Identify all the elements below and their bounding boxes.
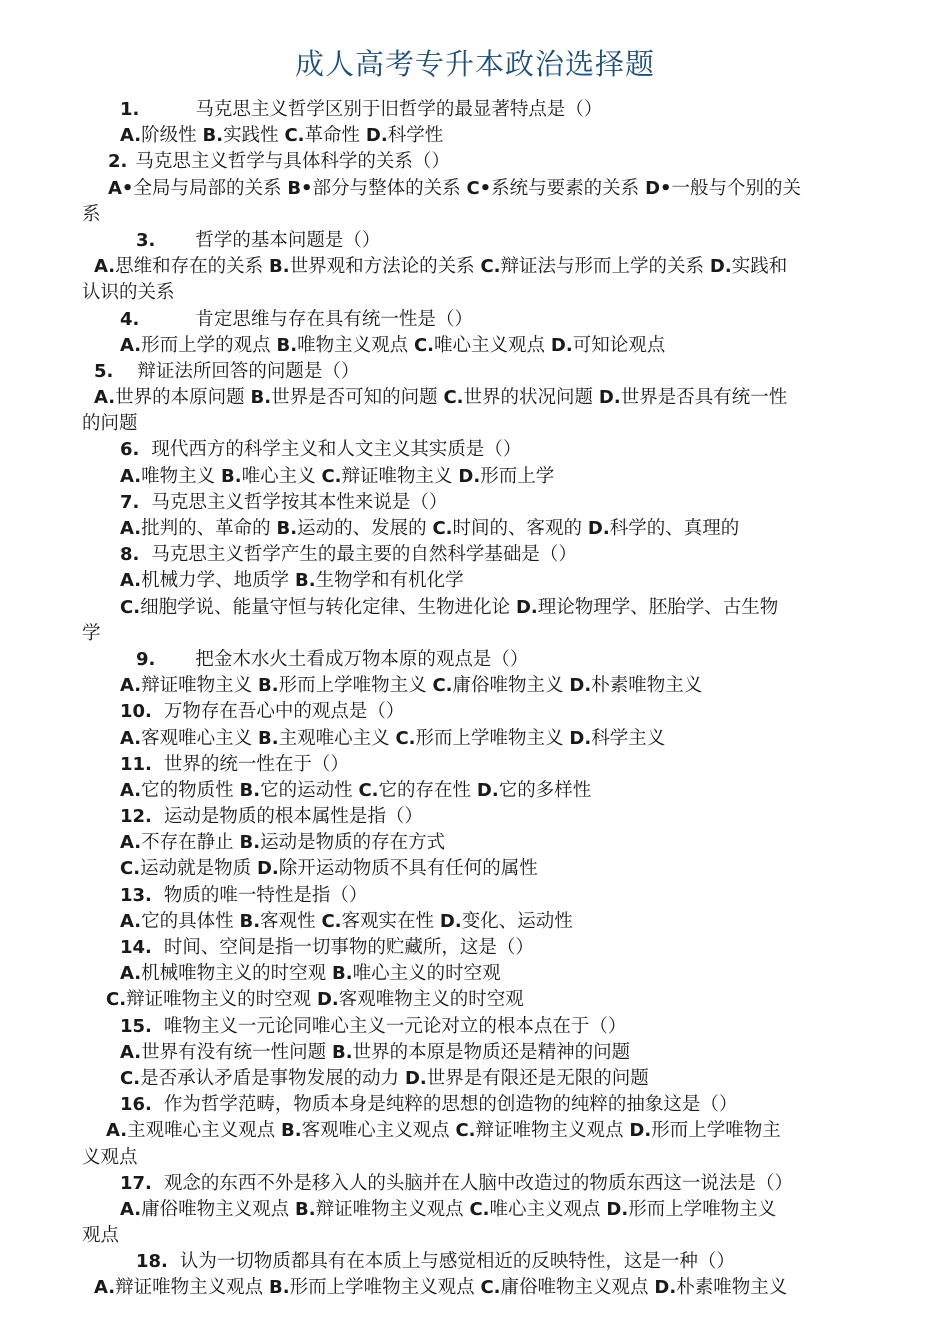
question-number: 9. [136, 648, 156, 670]
option-key: B. [258, 727, 279, 749]
option-key: D. [606, 1198, 629, 1220]
option-text: 世界有没有统一性问题 [141, 1041, 332, 1063]
options-line [82, 1040, 872, 1066]
option-key: B. [239, 910, 261, 932]
option-text: 庸俗唯物主义观点 [141, 1198, 295, 1220]
question-text: 马克思主义哲学按其本性来说是（） [151, 491, 448, 513]
question-line [82, 490, 872, 516]
option-text: 机械唯物主义的时空观 [141, 963, 332, 985]
continuation-line [82, 411, 872, 437]
option-key: D. [458, 465, 481, 487]
question-number: 10. [120, 701, 152, 723]
option-text: 世界是有限还是无限的问题 [426, 1067, 649, 1089]
option-text: 时间的、客观的 [452, 518, 588, 539]
question-list [82, 97, 872, 1302]
option-text: 庸俗唯物主义观点 [500, 1277, 655, 1299]
option-key: B. [276, 518, 298, 539]
option-text: 朴素唯物主义 [676, 1277, 788, 1299]
option-text: 唯心主义 [241, 465, 322, 487]
option-key: C. [443, 387, 464, 409]
question-number: 13. [120, 884, 152, 906]
option-key: C. [432, 675, 453, 697]
option-key: C. [120, 1067, 141, 1089]
option-key: C. [284, 125, 305, 147]
options-line [82, 1066, 872, 1092]
option-key: D. [569, 675, 592, 697]
option-key: A. [120, 570, 142, 592]
option-text: 思维和存在的关系 [115, 256, 269, 278]
option-text: 朴素唯物主义 [591, 675, 703, 697]
option-key: D. [598, 387, 621, 409]
options-line [82, 595, 872, 621]
question-line [82, 149, 872, 175]
option-text: 系统与要素的关系 [491, 177, 646, 199]
option-text: 部分与整体的关系 [312, 177, 467, 199]
question-number: 4. [120, 308, 140, 330]
question-text: 马克思主义哲学产生的最主要的自然科学基础是（） [151, 544, 577, 566]
option-text: 它的具体性 [141, 910, 240, 932]
options-line [82, 856, 872, 882]
question-text: 观念的东西不外是移入人的头脑并在人脑中改造过的物质东西这一说法是（） [163, 1172, 793, 1194]
option-key: D. [587, 518, 610, 539]
option-text: 世界观和方法论的关系 [289, 256, 481, 278]
option-text: 形而上学唯物主义观点 [289, 1277, 481, 1299]
options-line [82, 673, 872, 699]
option-key: A• [108, 177, 134, 199]
options-line [82, 778, 872, 804]
option-key: D. [654, 1277, 677, 1299]
option-key: A. [120, 518, 142, 539]
question-text: 运动是物质的根本属性是指（） [163, 806, 423, 828]
question-line [82, 359, 872, 385]
continuation-line [82, 280, 872, 306]
option-text: 世界是否可知的问题 [271, 387, 444, 409]
option-text: 辩证法与形而上学的关系 [500, 256, 710, 278]
option-text: 辩证唯物主义观点 [315, 1198, 470, 1220]
question-text: 认为一切物质都具有在本质上与感觉相近的反映特性，这是一种（） [179, 1251, 735, 1273]
question-number: 18. [136, 1251, 168, 1273]
option-text: 唯心主义的时空观 [352, 963, 501, 985]
document-title: 成人高考专升本政治选择题 [294, 47, 655, 81]
option-text: 它的运动性 [260, 779, 359, 801]
option-key: A. [120, 779, 142, 801]
question-number: 11. [120, 753, 152, 775]
question-line [82, 883, 872, 909]
options-line [82, 464, 872, 490]
option-text: 它的物质性 [141, 779, 240, 801]
option-key: B. [332, 963, 353, 985]
option-text: 机械力学、地质学 [141, 570, 295, 592]
option-text: 一般与个别的关 [671, 177, 802, 199]
option-text: 运动是物质的存在方式 [260, 832, 446, 854]
option-key: A. [120, 465, 142, 487]
options-line [82, 987, 872, 1013]
option-text: 主观唯心主义 [278, 727, 396, 749]
question-number: 6. [120, 439, 140, 461]
option-key: B. [221, 465, 242, 487]
option-text: 运动就是物质 [140, 858, 257, 880]
option-text: 形而上学的观点 [141, 334, 277, 356]
option-key: A. [120, 1198, 142, 1220]
question-line [82, 97, 872, 123]
question-text: 辩证法所回答的问题是（） [137, 360, 360, 382]
options-line [82, 909, 872, 935]
option-text: 世界的本原问题 [115, 387, 251, 409]
option-text: 生物学和有机化学 [315, 570, 464, 592]
option-text: 辩证唯物主义的时空观 [126, 989, 317, 1011]
option-key: C. [455, 1120, 476, 1142]
option-key: B. [258, 675, 279, 697]
continuation-line [82, 1145, 872, 1171]
option-key: C. [413, 334, 435, 356]
question-text: 世界的统一性在于（） [163, 753, 349, 775]
option-key: B. [250, 387, 272, 409]
continuation-text: 义观点 [82, 1146, 138, 1168]
options-line [82, 726, 872, 752]
question-line [82, 437, 872, 463]
question-line [82, 228, 872, 254]
question-text: 万物存在吾心中的观点是（） [163, 701, 405, 723]
option-text: 除开运动物质不具有任何的属性 [278, 858, 538, 880]
option-text: 运动的、发展的 [297, 518, 433, 539]
question-text: 肯定思维与存在具有统一性是（） [195, 308, 473, 330]
question-number: 2. [108, 151, 128, 173]
option-key: C. [480, 1277, 501, 1299]
option-text: 变化、运动性 [461, 910, 573, 932]
option-text: 它的多样性 [498, 779, 592, 801]
question-line [82, 647, 872, 673]
option-key: C. [432, 518, 453, 539]
option-key: A. [120, 125, 142, 147]
question-line [82, 1171, 872, 1197]
options-line [82, 123, 872, 149]
option-key: B. [239, 832, 261, 854]
option-key: C. [469, 1198, 490, 1220]
option-key: D. [550, 334, 573, 356]
option-key: B. [239, 779, 261, 801]
option-key: C• [466, 177, 492, 199]
option-text: 辩证唯物主义观点 [475, 1120, 630, 1142]
question-line [82, 752, 872, 778]
question-line [82, 935, 872, 961]
option-text: 辩证唯物主义观点 [115, 1277, 269, 1299]
question-number: 16. [120, 1094, 152, 1116]
question-text: 马克思主义哲学区别于旧哲学的最显著特点是（） [195, 99, 603, 120]
option-key: D. [515, 596, 538, 618]
option-text: 细胞学说、能量守恒与转化定律、生物进化论 [140, 596, 516, 618]
option-key: C. [321, 465, 342, 487]
option-text: 唯心主义观点 [434, 334, 551, 356]
question-number: 17. [120, 1172, 152, 1194]
option-key: D. [256, 858, 279, 880]
question-number: 1. [120, 99, 140, 120]
options-line [82, 385, 872, 411]
option-text: 世界是否具有统一性 [620, 387, 788, 409]
question-number: 8. [120, 544, 140, 566]
continuation-text: 认识的关系 [82, 282, 175, 304]
option-key: A. [94, 256, 116, 278]
question-number: 14. [120, 937, 152, 958]
option-key: D. [569, 727, 592, 749]
option-text: 形而上学唯物主义 [415, 727, 570, 749]
question-text: 哲学的基本问题是（） [195, 229, 381, 251]
continuation-text: 的问题 [82, 413, 138, 435]
options-line [82, 176, 872, 202]
question-text: 把金木水火土看成万物本原的观点是（） [195, 648, 529, 670]
options-line [82, 830, 872, 856]
option-text: 辩证唯物主义 [341, 465, 459, 487]
option-text: 可知论观点 [572, 334, 666, 356]
option-text: 实践性 [223, 125, 285, 147]
options-line [82, 254, 872, 280]
option-text: 实践和 [731, 256, 788, 278]
option-key: B. [202, 125, 224, 147]
option-key: B• [287, 177, 313, 199]
options-line [82, 516, 872, 542]
continuation-text: 系 [82, 203, 101, 225]
option-text: 理论物理学、胚胎学、古生物 [537, 596, 779, 618]
continuation-line [82, 202, 872, 228]
option-text: 形而上学唯物主义 [628, 1198, 777, 1220]
question-number: 15. [120, 1015, 152, 1037]
question-text: 唯物主义一元论同唯心主义一元论对立的根本点在于（） [163, 1015, 627, 1037]
option-text: 客观性 [260, 910, 322, 932]
option-key: C. [106, 989, 127, 1011]
option-key: D. [404, 1067, 427, 1089]
option-text: 是否承认矛盾是事物发展的动力 [140, 1067, 405, 1089]
option-text: 客观唯心主义 [141, 727, 258, 749]
option-text: 辩证唯物主义 [141, 675, 258, 697]
question-line [82, 542, 872, 568]
option-key: A. [120, 727, 142, 749]
question-line [82, 1249, 872, 1275]
option-key: A. [120, 963, 142, 985]
option-key: C. [480, 256, 501, 278]
option-key: C. [120, 858, 141, 880]
option-text: 唯心主义观点 [489, 1198, 607, 1220]
option-key: A. [120, 1041, 142, 1063]
option-text: 唯物主义 [141, 465, 221, 487]
continuation-text: 观点 [82, 1225, 120, 1247]
option-text: 革命性 [304, 125, 366, 147]
question-text: 现代西方的科学主义和人文主义其实质是（） [151, 439, 522, 461]
option-text: 唯物主义观点 [297, 334, 414, 356]
question-line [82, 804, 872, 830]
option-key: B. [295, 1198, 316, 1220]
question-number: 5. [94, 360, 114, 382]
option-text: 不存在静止 [141, 832, 240, 854]
option-text: 科学主义 [591, 727, 666, 749]
option-text: 科学性 [387, 125, 444, 147]
options-line [82, 333, 872, 359]
option-key: B. [281, 1120, 302, 1142]
option-key: B. [269, 256, 290, 278]
options-line [82, 1275, 872, 1301]
options-line [82, 961, 872, 987]
option-key: A. [94, 387, 116, 409]
option-key: D. [439, 910, 462, 932]
option-key: C. [120, 596, 141, 618]
option-key: A. [94, 1277, 116, 1299]
option-key: D. [365, 125, 388, 147]
option-key: B. [276, 334, 298, 356]
option-key: C. [358, 779, 379, 801]
question-number: 12. [120, 806, 152, 828]
continuation-line [82, 1223, 872, 1249]
option-key: A. [120, 334, 142, 356]
option-text: 形而上学 [480, 465, 555, 487]
question-number: 7. [120, 491, 140, 513]
option-key: A. [106, 1120, 128, 1142]
options-line [82, 1197, 872, 1223]
option-key: C. [395, 727, 416, 749]
option-key: D• [645, 177, 672, 199]
question-text: 马克思主义哲学与具体科学的关系（） [135, 151, 450, 173]
option-text: 科学的、真理的 [609, 518, 740, 539]
continuation-text: 学 [82, 622, 101, 644]
question-text: 物质的唯一特性是指（） [163, 884, 368, 906]
option-text: 形而上学唯物主义 [278, 675, 433, 697]
option-key: D. [476, 779, 499, 801]
option-text: 庸俗唯物主义 [452, 675, 570, 697]
option-text: 它的存在性 [378, 779, 477, 801]
option-key: A. [120, 675, 142, 697]
continuation-line [82, 621, 872, 647]
question-text: 作为哲学范畴，物质本身是纯粹的思想的创造物的纯粹的抽象这是（） [163, 1094, 738, 1116]
option-key: D. [629, 1120, 652, 1142]
option-text: 主观唯心主义观点 [127, 1120, 281, 1142]
option-key: B. [269, 1277, 290, 1299]
option-key: A. [120, 832, 142, 854]
option-key: C. [321, 910, 342, 932]
option-text: 全局与局部的关系 [133, 177, 288, 199]
question-line [82, 1014, 872, 1040]
options-line [82, 568, 872, 594]
option-text: 世界的本原是物质还是精神的问题 [352, 1041, 631, 1063]
option-text: 客观唯物主义的时空观 [338, 989, 524, 1011]
option-text: 形而上学唯物主 [651, 1120, 781, 1142]
question-number: 3. [136, 229, 156, 251]
option-text: 客观唯心主义观点 [301, 1120, 456, 1142]
option-text: 批判的、革命的 [141, 518, 277, 539]
option-key: B. [332, 1041, 353, 1063]
option-text: 世界的状况问题 [463, 387, 599, 409]
option-text: 阶级性 [141, 125, 203, 147]
question-text: 时间、空间是指一切事物的贮藏所，这是（） [163, 937, 534, 958]
question-line [82, 307, 872, 333]
option-key: D. [709, 256, 732, 278]
question-line [82, 699, 872, 725]
option-key: A. [120, 910, 142, 932]
option-key: B. [295, 570, 316, 592]
option-text: 客观实在性 [341, 910, 440, 932]
question-line [82, 1092, 872, 1118]
option-key: D. [316, 989, 339, 1011]
options-line [82, 1118, 872, 1144]
